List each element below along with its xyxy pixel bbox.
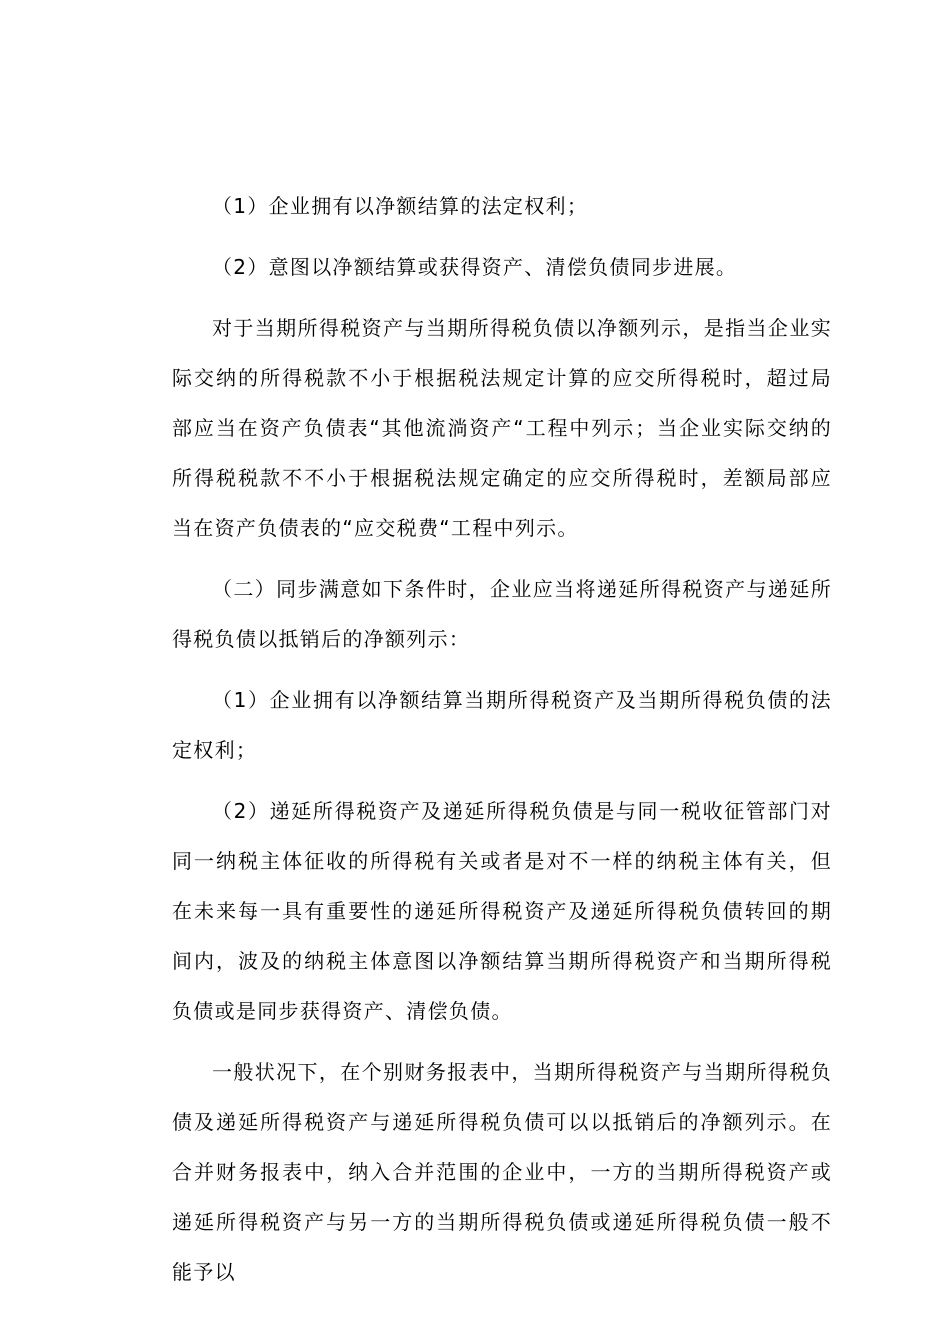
paragraph-deferred-condition-2: （2）递延所得税资产及递延所得税负债是与同一税收征管部门对同一纳税主体征收的所得税有关或者是对不一样的纳税主体有关，但在未来每一具有重要性的递延所得税资产及递延所得税负债转回的期间内，波及的纳税主体意图以净额结算当期所得税资产和当期所得税负债或是同步获得资产、清偿负债。: [172, 799, 832, 1023]
document-body: [172, 181, 832, 1308]
paragraph-general-situation: 一般状况下，在个别财务报表中，当期所得税资产与当期所得税负债及递延所得税资产与递延所得税负债可以以抵销后的净额列示。在合并财务报表中，纳入合并范围的企业中，一方的当期所得税资产或递延所得税资产与另一方的当期所得税负债或递延所得税负债一般不能予以: [172, 1060, 832, 1284]
paragraph-condition-1: （1）企业拥有以净额结算的法定权利；: [212, 194, 589, 218]
paragraph-current-tax-presentation: 对于当期所得税资产与当期所得税负债以净额列示，是指当企业实际交纳的所得税款不小于根据税法规定计算的应交所得税时，超过局部应当在资产负债表“其他流淌资产“工程中列示；当企业实际交纳的所得税税款不不小于根据税法规定确定的应交所得税时，差额局部应当在资产负债表的“应交税费“工程中列示。: [172, 316, 832, 540]
paragraph-deferred-condition-1: （1）企业拥有以净额结算当期所得税资产及当期所得税负债的法定权利；: [172, 688, 832, 762]
paragraph-deferred-tax-conditions: （二）同步满意如下条件时，企业应当将递延所得税资产与递延所得税负债以抵销后的净额列示：: [172, 577, 832, 651]
paragraph-condition-2: （2）意图以净额结算或获得资产、清偿负债同步进展。: [212, 255, 738, 279]
